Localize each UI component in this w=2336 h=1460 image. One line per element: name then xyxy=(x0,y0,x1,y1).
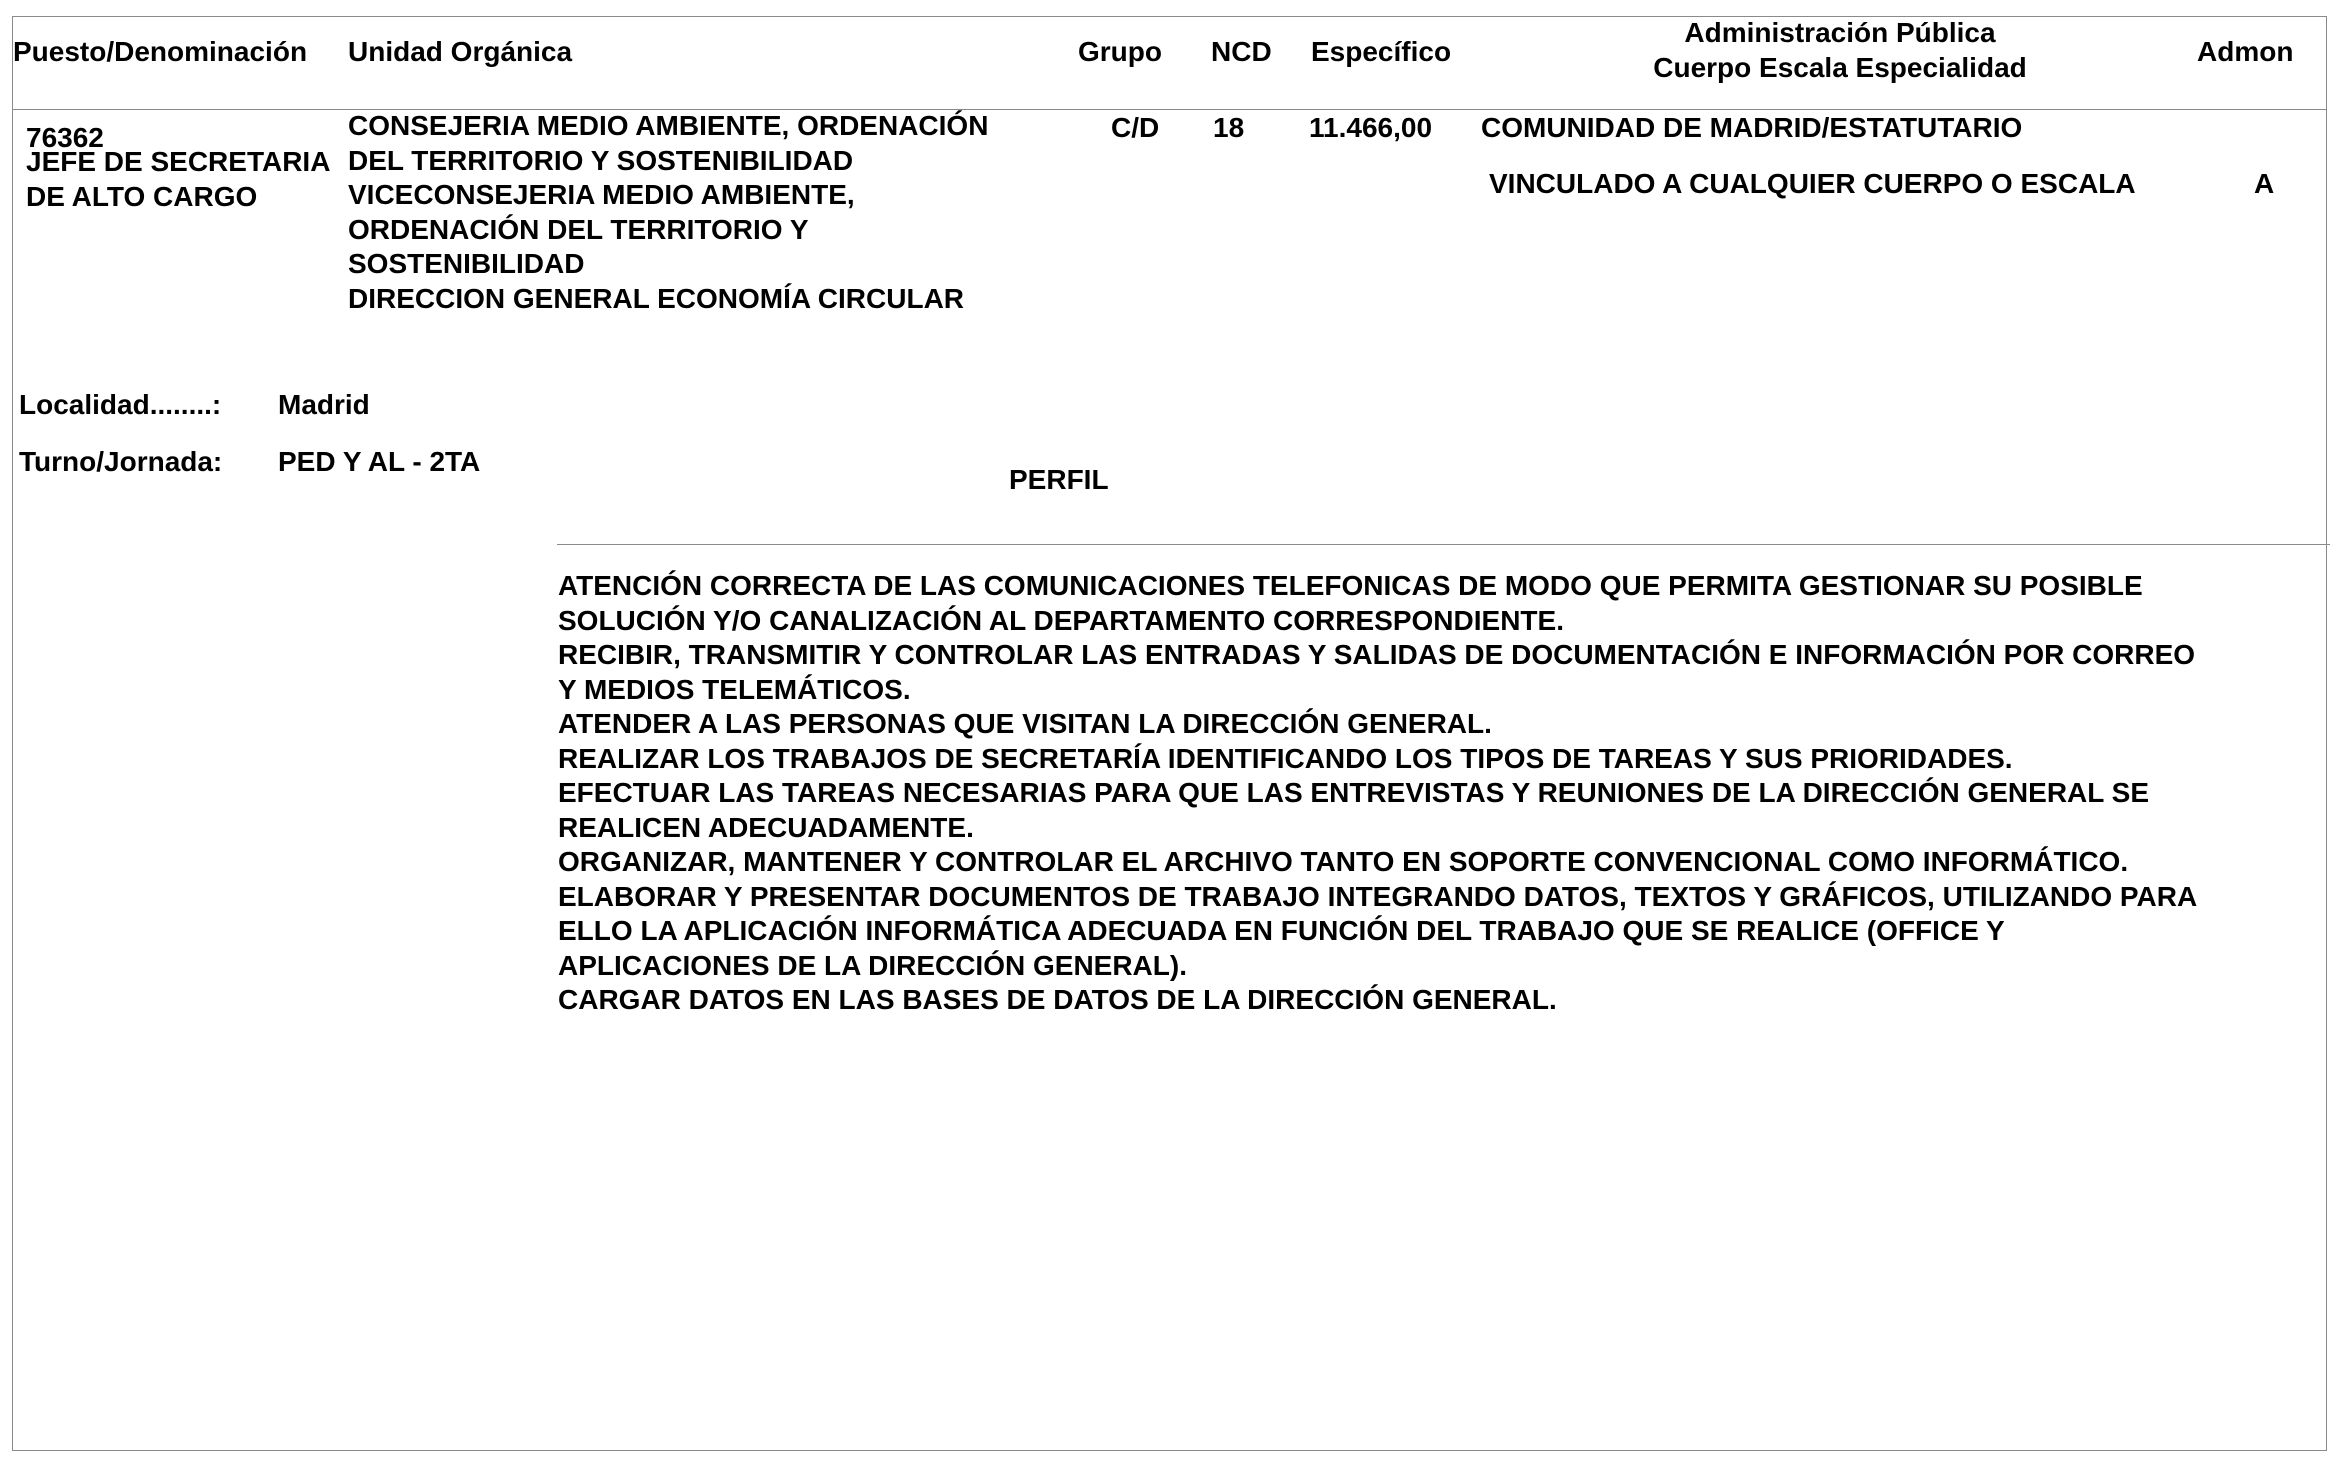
perfil-line: RECIBIR, TRANSMITIR Y CONTROLAR LAS ENTRADAS Y SALIDAS DE DOCUMENTACIÓN E INFORMACIÓN POR CORREO xyxy=(558,639,2196,670)
unidad-line: VICECONSEJERIA MEDIO AMBIENTE, xyxy=(348,179,855,210)
especifico-value: 11.466,00 xyxy=(1309,112,1433,143)
denominacion-line: DE ALTO CARGO xyxy=(26,180,258,212)
header-admon: Admon xyxy=(2197,36,2294,67)
header-grupo: Grupo xyxy=(1078,36,1162,67)
perfil-title: PERFIL xyxy=(1009,464,1109,495)
perfil-line: REALIZAR LOS TRABAJOS DE SECRETARÍA IDENTIFICANDO LOS TIPOS DE TAREAS Y SUS PRIORIDADES. xyxy=(558,742,2013,774)
denominacion-line: JEFE DE SECRETARIA xyxy=(26,146,331,177)
unidad-line: SOSTENIBILIDAD xyxy=(348,248,585,279)
ncd-value: 18 xyxy=(1213,112,1245,143)
perfil-line: ELABORAR Y PRESENTAR DOCUMENTOS DE TRABAJO INTEGRANDO DATOS, TEXTOS Y GRÁFICOS, UTILIZANDO PARA xyxy=(558,880,2198,912)
perfil-divider xyxy=(557,544,2330,545)
puesto-code: 76362 xyxy=(26,122,104,153)
localidad-value: Madrid xyxy=(278,389,370,420)
perfil-line: ELLO LA APLICACIÓN INFORMÁTICA ADECUADA EN FUNCIÓN DEL TRABAJO QUE SE REALICE (OFFICE Y xyxy=(558,915,2005,946)
perfil-line: Y MEDIOS TELEMÁTICOS. xyxy=(558,673,911,705)
localidad-label: Localidad........: xyxy=(19,389,222,420)
perfil-line: ORGANIZAR, MANTENER Y CONTROLAR EL ARCHIVO TANTO EN SOPORTE CONVENCIONAL COMO INFORMÁTICO. xyxy=(558,846,2129,877)
grupo-value: C/D xyxy=(1111,112,1160,143)
cuerpo-value: VINCULADO A CUALQUIER CUERPO O ESCALA xyxy=(1489,168,2136,199)
perfil-line: SOLUCIÓN Y/O CANALIZACIÓN AL DEPARTAMENTO CORRESPONDIENTE. xyxy=(558,604,1564,636)
header-unidad-organica: Unidad Orgánica xyxy=(348,36,573,67)
perfil-line: ATENCIÓN CORRECTA DE LAS COMUNICACIONES TELEFONICAS DE MODO QUE PERMITA GESTIONAR SU POSIBLE xyxy=(558,570,2143,601)
perfil-line: REALICEN ADECUADAMENTE. xyxy=(558,811,974,843)
perfil-line: EFECTUAR LAS TAREAS NECESARIAS PARA QUE LAS ENTREVISTAS Y REUNIONES DE LA DIRECCIÓN GENERAL SE xyxy=(558,777,2149,808)
header-puesto: Puesto/Denominación xyxy=(13,36,308,67)
header-administracion-publica: Administración Pública xyxy=(1684,17,1996,48)
header-especifico: Específico xyxy=(1311,36,1452,67)
header-cuerpo-escala-especialidad: Cuerpo Escala Especialidad xyxy=(1653,52,2027,83)
perfil-line: APLICACIONES DE LA DIRECCIÓN GENERAL). xyxy=(558,949,1187,981)
turno-value: PED Y AL - 2TA xyxy=(278,446,481,477)
unidad-line: ORDENACIÓN DEL TERRITORIO Y xyxy=(348,213,809,245)
unidad-line: CONSEJERIA MEDIO AMBIENTE, ORDENACIÓN xyxy=(348,110,989,141)
unidad-organica xyxy=(348,109,988,316)
administracion-value: COMUNIDAD DE MADRID/ESTATUTARIO xyxy=(1481,112,2023,143)
puesto-denominacion xyxy=(26,145,330,214)
unidad-line: DIRECCION GENERAL ECONOMÍA CIRCULAR xyxy=(348,282,965,314)
admon-value: A xyxy=(2254,168,2275,199)
header-ncd: NCD xyxy=(1211,36,1272,67)
perfil-line: ATENDER A LAS PERSONAS QUE VISITAN LA DIRECCIÓN GENERAL. xyxy=(558,708,1492,739)
perfil-text xyxy=(558,569,2197,1018)
perfil-line: CARGAR DATOS EN LAS BASES DE DATOS DE LA DIRECCIÓN GENERAL. xyxy=(558,984,1557,1015)
turno-label: Turno/Jornada: xyxy=(19,446,223,477)
unidad-line: DEL TERRITORIO Y SOSTENIBILIDAD xyxy=(348,144,854,176)
